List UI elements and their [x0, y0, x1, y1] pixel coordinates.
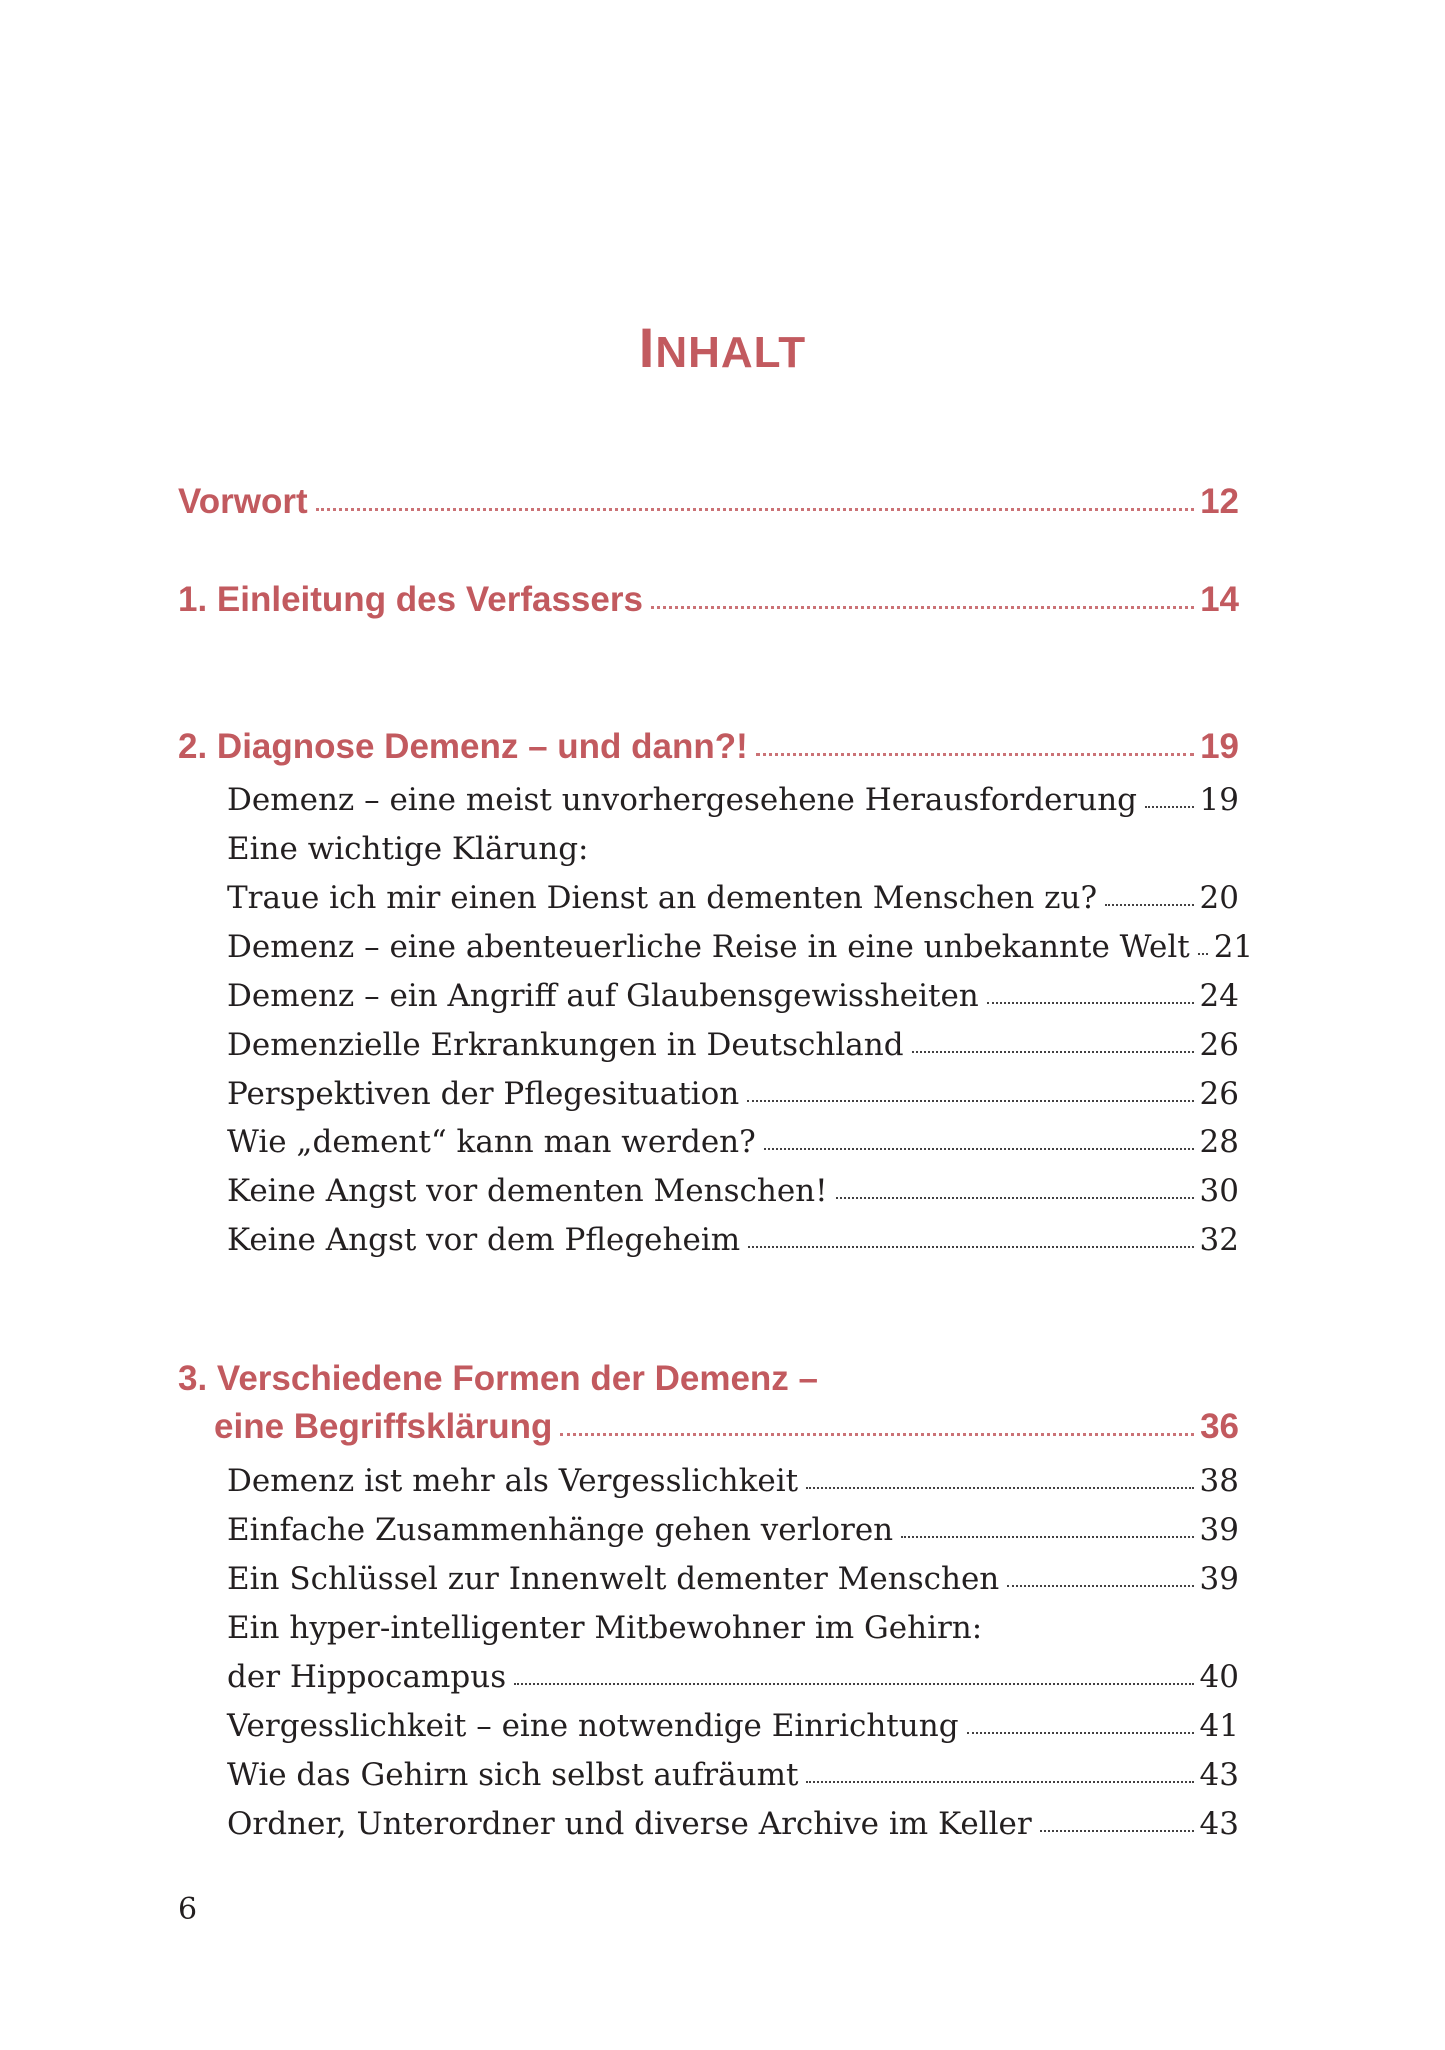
dot-leader: [1040, 1830, 1194, 1832]
toc-page-number: 39: [1199, 1561, 1239, 1597]
toc-entry-title: Demenz – eine abenteuerliche Reise in eine unbekannte Welt: [227, 929, 1190, 965]
toc-entry-title: Einfache Zusammenhänge gehen verloren: [227, 1512, 894, 1548]
toc-entry-chapter-2[interactable]: [178, 724, 1239, 770]
toc-subentry-line-1[interactable]: [227, 827, 1239, 871]
toc-subentry-line-1[interactable]: [227, 1606, 1239, 1650]
toc-subentry-line-2[interactable]: [227, 1655, 1239, 1699]
dot-leader: [514, 1683, 1193, 1685]
toc-entry-title: 3. Verschiedene Formen der Demenz –: [178, 1359, 818, 1398]
toc-entry-title: Eine wichtige Klärung:: [227, 831, 589, 867]
toc-subentry[interactable]: [227, 1753, 1239, 1797]
dot-leader: [806, 1487, 1193, 1489]
toc-page-number: 21: [1213, 929, 1254, 965]
toc-subentry[interactable]: [227, 778, 1239, 822]
toc-entry-title: eine Begriffsklärung: [214, 1407, 553, 1446]
toc-entry-title: 2. Diagnose Demenz – und dann?!: [178, 727, 748, 766]
toc-subentry[interactable]: [227, 1169, 1239, 1213]
toc-page-number: 28: [1199, 1124, 1239, 1160]
toc-subentry[interactable]: [227, 1459, 1239, 1503]
toc-page-number: 38: [1199, 1463, 1239, 1499]
toc-entry-title: Demenz ist mehr als Vergesslichkeit: [227, 1463, 799, 1499]
dot-leader: [560, 1433, 1194, 1436]
toc-page-number: 30: [1199, 1173, 1239, 1209]
dot-leader: [1105, 904, 1193, 906]
toc-subentry[interactable]: [227, 1557, 1239, 1601]
toc-subentry-line-2[interactable]: [227, 876, 1239, 920]
title-initial: I: [638, 316, 656, 379]
dot-leader: [748, 1246, 1193, 1248]
toc-subentry[interactable]: [227, 1218, 1239, 1262]
toc-page-number: 39: [1199, 1512, 1239, 1548]
dot-leader: [836, 1197, 1194, 1199]
dot-leader: [747, 1100, 1193, 1102]
toc-page-number: 20: [1199, 880, 1239, 916]
dot-leader: [1198, 953, 1208, 955]
toc-entry-title: Ordner, Unterordner und diverse Archive im Keller: [227, 1806, 1032, 1842]
toc-page-number: 26: [1199, 1027, 1239, 1063]
toc-page-number: 43: [1199, 1757, 1239, 1793]
toc-page-number: 32: [1199, 1222, 1239, 1258]
toc-entry-chapter-3-line-1[interactable]: [178, 1356, 1239, 1402]
toc-entry-title: Vorwort: [178, 482, 308, 521]
toc-entry-vorwort[interactable]: [178, 479, 1239, 525]
toc-page-number: 19: [1199, 782, 1239, 818]
toc-subentry[interactable]: [227, 1023, 1239, 1067]
toc-subentry[interactable]: [227, 974, 1239, 1018]
toc-entry-title: Ein hyper-intelligenter Mitbewohner im Gehirn:: [227, 1610, 983, 1646]
toc-entry-title: Keine Angst vor dementen Menschen!: [227, 1173, 828, 1209]
dot-leader: [651, 606, 1194, 609]
toc-subentry[interactable]: [227, 1802, 1239, 1846]
toc-page-number: 19: [1200, 727, 1239, 766]
toc-page-number: 26: [1199, 1076, 1239, 1112]
dot-leader: [316, 508, 1194, 511]
toc-page-number: 36: [1200, 1407, 1239, 1446]
toc-entry-title: Wie „dement“ kann man werden?: [227, 1124, 756, 1160]
toc-subentry[interactable]: [227, 1120, 1239, 1164]
toc-entry-chapter-3-line-2[interactable]: [214, 1404, 1239, 1450]
toc-page-number: 12: [1200, 482, 1239, 521]
toc-entry-title: der Hippocampus: [227, 1659, 507, 1695]
toc-page-number: 40: [1199, 1659, 1239, 1695]
toc-entry-title: 1. Einleitung des Verfassers: [178, 580, 643, 619]
toc-entry-title: Wie das Gehirn sich selbst aufräumt: [227, 1757, 799, 1793]
page-number: 6: [178, 1892, 198, 1927]
toc-entry-title: Perspektiven der Pflegesituation: [227, 1076, 740, 1112]
toc-entry-title: Vergesslichkeit – eine notwendige Einrichtung: [227, 1708, 959, 1744]
dot-leader: [901, 1536, 1193, 1538]
dot-leader: [756, 753, 1194, 756]
dot-leader: [967, 1732, 1194, 1734]
dot-leader: [764, 1148, 1194, 1150]
dot-leader: [987, 1002, 1194, 1004]
toc-entry-title: Keine Angst vor dem Pflegeheim: [227, 1222, 741, 1258]
toc-page-number: 14: [1200, 580, 1239, 619]
toc-entry-chapter-1[interactable]: [178, 577, 1239, 623]
dot-leader: [1145, 806, 1194, 808]
toc-entry-title: Demenz – ein Angriff auf Glaubensgewissheiten: [227, 978, 979, 1014]
toc-entry-title: Traue ich mir einen Dienst an dementen Menschen zu?: [227, 880, 1098, 916]
toc-subentry[interactable]: [227, 1508, 1239, 1552]
toc-page-number: 41: [1199, 1708, 1239, 1744]
dot-leader: [1007, 1585, 1193, 1587]
toc-subentry[interactable]: [227, 925, 1254, 969]
toc-page-number: 43: [1199, 1806, 1239, 1842]
toc-page-number: 24: [1199, 978, 1239, 1014]
toc-entry-title: Ein Schlüssel zur Innenwelt dementer Menschen: [227, 1561, 1000, 1597]
dot-leader: [912, 1051, 1194, 1053]
title-rest: NHALT: [655, 328, 807, 377]
toc-entry-title: Demenzielle Erkrankungen in Deutschland: [227, 1027, 904, 1063]
toc-subentry[interactable]: [227, 1072, 1239, 1116]
toc-entry-title: Demenz – eine meist unvorhergesehene Herausforderung: [227, 782, 1138, 818]
dot-leader: [806, 1781, 1193, 1783]
toc-subentry[interactable]: [227, 1704, 1239, 1748]
